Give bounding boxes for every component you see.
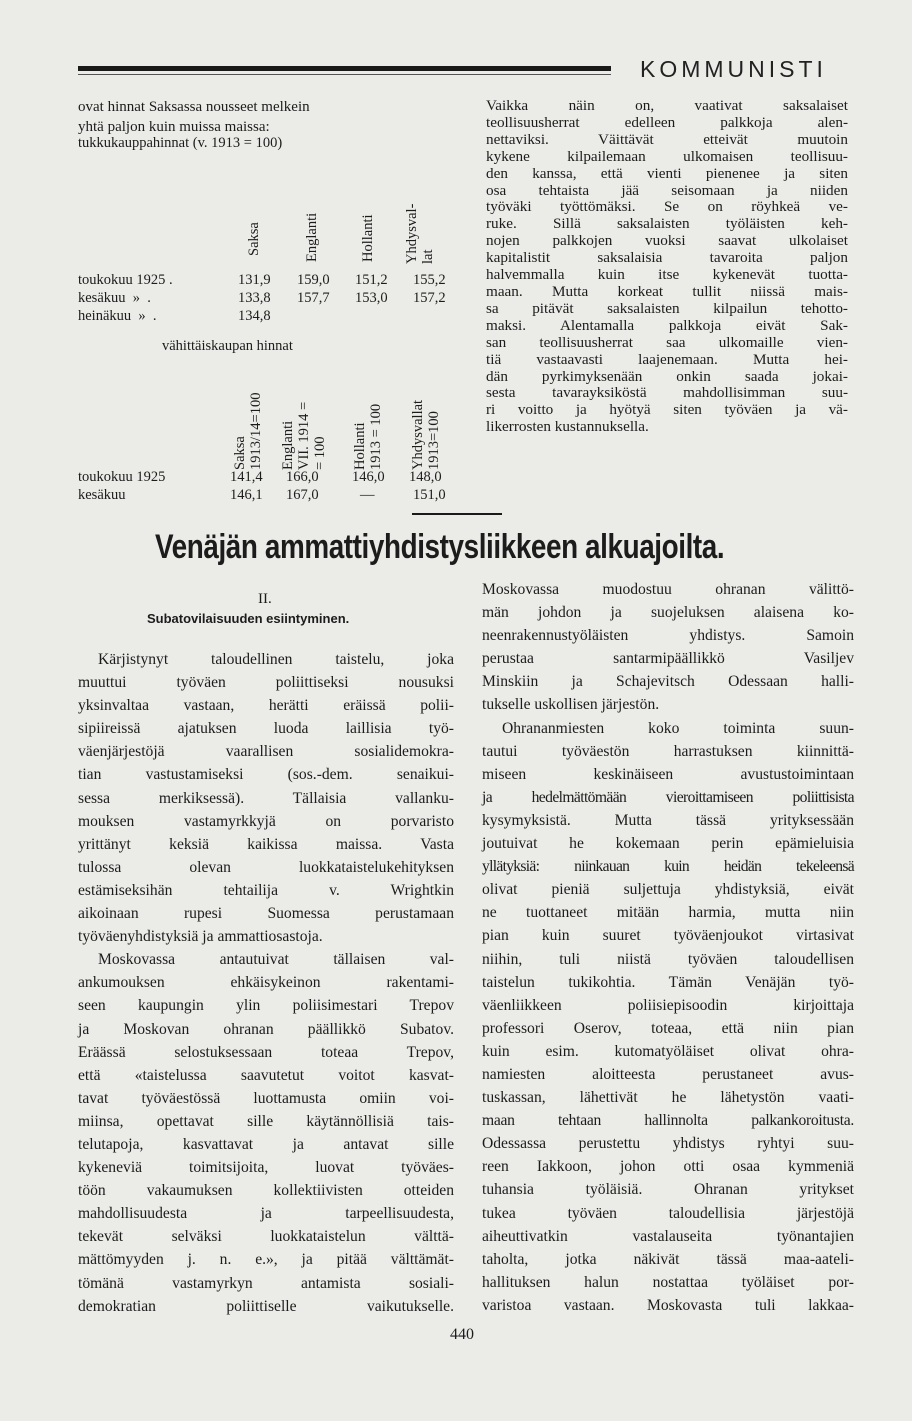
table-cell: 133,8	[238, 290, 271, 306]
table-cell: 167,0	[286, 487, 319, 503]
text-line: miseen keskinäiseen avustustoimintaan	[482, 765, 854, 783]
text-line: tömänä vastamyrkyn antamista sosiali-	[78, 1274, 454, 1292]
wholesale-col-header: Englanti	[304, 212, 320, 262]
text-line: maan tehtaan hallinnolta palkankoroitusta.	[482, 1112, 854, 1130]
text-line: mouksen vastamyrkkyjä on porvaristo	[78, 812, 454, 830]
text-line: tautui työväestön harrastuksen kiinnittä-	[482, 742, 854, 760]
wholesale-caption: tukkukauppahinnat (v. 1913 = 100)	[78, 135, 283, 151]
magazine-title: KOMMUNISTI	[640, 56, 827, 82]
retail-col-header: Yhdysvallat 1913=100	[410, 399, 442, 470]
table-row-label: kesäkuu	[78, 487, 126, 503]
masthead-rule-thin	[78, 74, 611, 75]
text-line: sessa merkiksessä). Tällaisia vallanku-	[78, 789, 454, 807]
table-cell: 148,0	[409, 469, 442, 485]
text-line: Moskovassa antautuivat tällaisen val-	[98, 951, 454, 969]
text-line: kuin esim. kutomatyöläiset olivat ohra-	[482, 1042, 854, 1060]
text-line: demokratian poliittiselle vaikutukselle.	[78, 1297, 454, 1315]
text-line: neenrakennustyöläisten yhdistys. Samoin	[482, 627, 854, 645]
text-line: tuskassan, lähettivät he lähetystön vaati-	[482, 1089, 854, 1107]
text-line: hallituksen halun nostattaa työläiset por-	[482, 1273, 854, 1291]
text-line: maan. Mutta korkeat tullit niissä mais-	[486, 282, 848, 300]
text-line: taholta, jotka näkivät tässä maa-aateli-	[482, 1250, 854, 1268]
text-line: aikoinaan rupesi Suomessa perustamaan	[78, 905, 454, 923]
table-intro	[78, 98, 456, 137]
table-row-label: toukokuu 1925	[78, 469, 166, 485]
text-line: reen Iakkoon, johon otti osaa kymmeniä	[482, 1158, 854, 1176]
right-top-column	[486, 98, 848, 436]
table-cell: 166,0	[286, 469, 319, 485]
text-line: Odessassa perustettu yhdistys ryhtyi suu-	[482, 1135, 854, 1153]
text-line: väenjärjestöjä vaarallisen sosialidemokra-	[78, 743, 454, 761]
retail-col-header: Saksa 1913/14=100	[232, 392, 264, 470]
table-cell: 141,4	[230, 469, 263, 485]
text-line: yrittänyt keksiä kaikissa maissa. Vasta	[78, 835, 454, 853]
text-line: namiesten aloitteesta perustaneet avus-	[482, 1065, 854, 1083]
text-line: perustaa santarmipäällikkö Vasiljev	[482, 650, 854, 668]
text-line: mahdollisuudesta ja tarpeellisuudesta,	[78, 1205, 454, 1223]
text-line: ja hedelmättömään vieroittamiseen poliittisista	[482, 788, 854, 806]
text-line: että «taistelussa saavutetut voitot kasvat-	[78, 1066, 454, 1084]
text-line: halvemmalla kuin itse kykenevät tuotta-	[486, 266, 848, 284]
text-line: män johdon ja suojeluksen alaisena ko-	[482, 604, 854, 622]
table-cell: 157,7	[297, 290, 330, 306]
article-right-column	[482, 578, 854, 1317]
text-line: Vaikka näin on, vaativat saksalaiset	[486, 97, 848, 114]
section-title: Subatovilaisuuden esiintyminen.	[147, 611, 350, 626]
text-line: kykene kilpailemaan ulkomaisen teollisuu-	[486, 147, 848, 165]
text-line: taistelun tukikohtia. Tämän Venäjän työ-	[482, 973, 854, 991]
text-line: mättömyyden j. n. e.», ja pitää välttämät-	[78, 1251, 454, 1269]
text-line: likerrosten kustannuksella.	[486, 418, 649, 436]
wholesale-col-header: Saksa	[246, 222, 262, 256]
retail-caption: vähittäiskaupan hinnat	[162, 338, 293, 354]
text-line: kysymyksistä. Mutta tässä yrityksessään	[482, 811, 854, 829]
text-line: miinsa, opettavat sille käytännöllisiä tais-	[78, 1112, 454, 1130]
text-line: ri voitto ja hyötyä siten työväen ja vä-	[486, 401, 848, 419]
masthead-rule	[78, 66, 611, 71]
text-line: tiä vastaavasti laajenemaan. Mutta hei-	[486, 350, 848, 368]
text-line: ne tuottaneet mitään harmia, mutta niin	[482, 904, 854, 922]
text-line: kykeneviä toimitsijoita, luovat työväes-	[78, 1159, 454, 1177]
table-cell: 151,0	[413, 487, 446, 503]
table-cell: 146,0	[352, 469, 385, 485]
text-line: osa tehtaista jää seisomaan ja niiden	[486, 181, 848, 199]
text-line: Minskiin ja Schajevitsch Odessaan halli-	[482, 673, 854, 691]
text-line: maksi. Alentamalla palkkoja eivät Sak-	[486, 316, 848, 334]
text-line: tukea työväen taloudellisia järjestöjä	[482, 1204, 854, 1222]
text-line: työväenyhdistyksiä ja ammattiosastoja.	[78, 928, 323, 946]
text-line: telutapoja, kasvattavat ja antavat sille	[78, 1135, 454, 1153]
table-cell: 134,8	[238, 308, 271, 324]
text-line: Moskovassa muodostuu ohranan välittö-	[482, 581, 854, 598]
table-cell: 153,0	[355, 290, 388, 306]
retail-col-header: Hollanti 1913 = 100	[352, 403, 384, 470]
table-cell: 155,2	[413, 272, 446, 288]
text-line: kapitalistit saksalaisia tavaroita paljon	[486, 249, 848, 267]
article-title: Venäjän ammattiyhdistysliikkeen alkuajoilta.	[155, 528, 725, 566]
table-cell: 151,2	[355, 272, 388, 288]
text-line: tavat työväestössä luottamusta omiin voi-	[78, 1089, 454, 1107]
section-number: II.	[258, 591, 272, 607]
table-cell: 159,0	[297, 272, 330, 288]
text-line: nojen palkkojen vuoksi saavat ulkolaiset	[486, 232, 848, 250]
text-line: ankumouksen ehkäisykeinon rakentami-	[78, 974, 454, 992]
text-line: Kärjistynyt taloudellinen taistelu, joka	[98, 651, 454, 668]
article-left-column	[78, 648, 454, 1318]
table-cell: 157,2	[413, 290, 446, 306]
text-line: tulossa olevan luokkataistelukehityksen	[78, 858, 454, 876]
text-line: dän pyrkimyksenään onkin saada jokai-	[486, 367, 848, 385]
text-line: Ohrananmiesten koko toiminta suun-	[502, 719, 854, 737]
text-line: sesta tavarayksiköstä mahdollisimman suu-	[486, 384, 848, 402]
text-line: aiheuttivatkin vastalauseita työnantajien	[482, 1227, 854, 1245]
text-line: muuttui työväen poliittiseksi nousuksi	[78, 674, 454, 692]
text-line: yksinvaltaa vastaan, herätti eräissä polii-	[78, 697, 454, 715]
wholesale-col-header: Yhdysval- lat	[404, 203, 436, 264]
text-line: niihin, tuli niistä työväen taloudellisen	[482, 950, 854, 968]
text-line: den kanssa, että vienti pienenee ja siten	[486, 164, 848, 182]
table-row-label: kesäkuu » .	[78, 290, 151, 306]
text-line: joutuivat he kokemaan perin epämieluisia	[482, 835, 854, 853]
section-divider	[412, 513, 502, 515]
text-line: tuhansia työläisiä. Ohranan yritykset	[482, 1181, 854, 1199]
text-line: tekevät selväksi luokkataistelun välttä-	[78, 1228, 454, 1246]
intro-line: ovat hinnat Saksassa nousseet melkein	[78, 99, 310, 115]
text-line: työväki työttömäksi. Se on röyhkeä ve-	[486, 198, 848, 216]
text-line: teollisuusherrat edelleen palkkoja alen-	[486, 113, 848, 131]
text-line: ruke. Sillä saksalaisten työläisten keh-	[486, 215, 848, 233]
text-line: sa pitävät saksalaisten kilpailun tehotto-	[486, 299, 848, 317]
text-line: ja Moskovan ohranan päällikkö Subatov.	[78, 1020, 454, 1038]
wholesale-col-header: Hollanti	[360, 214, 376, 262]
text-line: varistoa vastaan. Moskovasta tuli lakkaa-	[482, 1296, 854, 1314]
text-line: Eräässä selostuksessaan toteaa Trepov,	[78, 1043, 454, 1061]
table-cell: 146,1	[230, 487, 263, 503]
text-line: sipiireissä ajatuksen luoda laillisia työ-	[78, 720, 454, 738]
text-line: seen kaupungin ylin poliisimestari Trepov	[78, 997, 454, 1015]
table-cell: 131,9	[238, 272, 271, 288]
text-line: tukselle uskollisen järjestön.	[482, 696, 660, 714]
page-number: 440	[450, 1326, 474, 1343]
text-line: professori Oserov, toteaa, että niin pian	[482, 1019, 854, 1037]
text-line: nettaviksi. Väittävät etteivät muutoin	[486, 130, 848, 148]
intro-line: yhtä paljon kuin muissa maissa:	[78, 118, 270, 135]
text-line: väenliikkeen poliisiepisoodin kirjoittaja	[482, 996, 854, 1014]
text-line: olivat pieniä suljettuja yhdistyksiä, eivät	[482, 881, 854, 899]
text-line: tian vastustamiseksi (sos.-dem. senaikui-	[78, 766, 454, 784]
text-line: töön vakaumuksen kollektiivisten otteiden	[78, 1182, 454, 1200]
text-line: yllätyksiä: niinkauan kuin heidän tekeleensä	[482, 858, 854, 876]
table-cell: —	[360, 487, 375, 503]
text-line: estämiseksihän tehtailija v. Wrightkin	[78, 881, 454, 899]
table-row-label: heinäkuu » .	[78, 308, 157, 324]
text-line: pian kuin suuret työväenjoukot virtasivat	[482, 927, 854, 945]
text-line: san teollisuusherrat saa ulkomaille vien-	[486, 333, 848, 351]
retail-col-header: Englanti VII. 1914 = = 100	[280, 401, 328, 470]
table-row-label: toukokuu 1925 .	[78, 272, 173, 288]
